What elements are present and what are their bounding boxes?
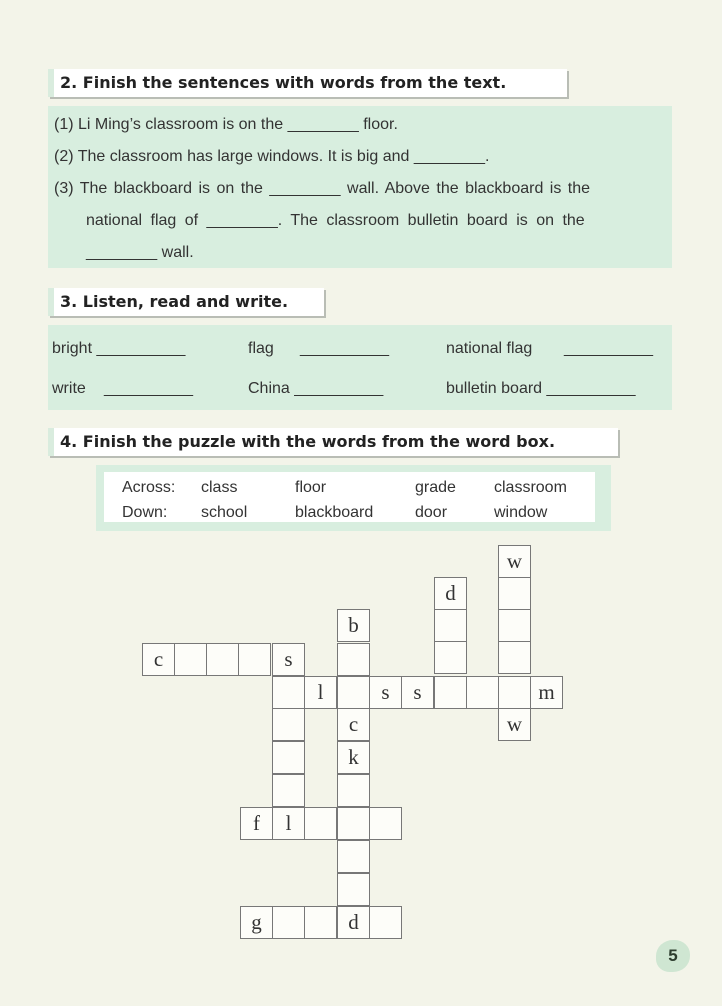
crossword-cell[interactable] — [304, 807, 337, 840]
section-4-heading: 4. Finish the puzzle with the words from the word box. — [48, 428, 618, 456]
crossword-cell[interactable] — [498, 641, 531, 674]
crossword-cell[interactable]: d — [434, 577, 467, 610]
crossword-cell[interactable] — [498, 609, 531, 642]
across-word-4: classroom — [494, 479, 567, 496]
vocab-national-flag: national flag — [446, 340, 533, 357]
down-word-4: window — [494, 504, 548, 521]
vocab-write-blank: __________ — [104, 380, 193, 397]
crossword-cell[interactable] — [498, 577, 531, 610]
across-label: Across: — [122, 479, 176, 496]
section-2-heading: 2. Finish the sentences with words from the text. — [48, 69, 567, 97]
down-label: Down: — [122, 504, 168, 521]
crossword-cell[interactable]: m — [530, 676, 563, 709]
vocab-bright: bright __________ — [52, 340, 186, 357]
sentence-3-part-2: national flag of ________. The classroom bulletin board is on the — [86, 212, 585, 229]
crossword-cell[interactable] — [272, 708, 305, 741]
crossword-cell[interactable]: c — [142, 643, 175, 676]
crossword-cell[interactable] — [337, 774, 370, 807]
vocab-flag: flag — [248, 340, 274, 357]
crossword-cell[interactable]: s — [401, 676, 434, 709]
sentence-3-part-1: (3) The blackboard is on the ________ wall. Above the blackboard is the — [54, 180, 591, 197]
crossword-cell[interactable]: w — [498, 545, 531, 578]
crossword-cell[interactable] — [272, 774, 305, 807]
down-word-1: school — [201, 504, 248, 521]
crossword-cell[interactable] — [272, 676, 305, 709]
crossword-cell[interactable]: s — [369, 676, 402, 709]
vocab-flag-blank: __________ — [300, 340, 389, 357]
crossword-cell[interactable] — [369, 807, 402, 840]
crossword-cell[interactable] — [272, 741, 305, 774]
crossword-cell[interactable] — [434, 676, 467, 709]
crossword-cell[interactable] — [337, 643, 370, 676]
crossword-cell[interactable] — [434, 641, 467, 674]
crossword-cell[interactable] — [337, 873, 370, 906]
crossword-cell[interactable]: k — [337, 741, 370, 774]
down-word-2: blackboard — [295, 504, 374, 521]
sentence-3-part-3: ________ wall. — [86, 244, 194, 261]
crossword-cell[interactable]: d — [337, 906, 370, 939]
crossword-cell[interactable] — [369, 906, 402, 939]
crossword-cell[interactable] — [337, 807, 370, 840]
crossword-cell[interactable]: b — [337, 609, 370, 642]
crossword-cell[interactable] — [466, 676, 499, 709]
vocab-bulletin-board: bulletin board __________ — [446, 380, 636, 397]
crossword-cell[interactable]: l — [272, 807, 305, 840]
vocab-write: write — [52, 380, 86, 397]
crossword-cell[interactable] — [434, 609, 467, 642]
crossword-cell[interactable]: l — [304, 676, 337, 709]
crossword-cell[interactable]: g — [240, 906, 273, 939]
page-number: 5 — [656, 940, 690, 972]
crossword-cell[interactable]: s — [272, 643, 305, 676]
crossword-cell[interactable] — [206, 643, 239, 676]
crossword-cell[interactable] — [337, 840, 370, 873]
crossword-cell[interactable]: f — [240, 807, 273, 840]
sentence-2: (2) The classroom has large windows. It is big and ________. — [54, 148, 490, 165]
vocab-national-flag-blank: __________ — [564, 340, 653, 357]
crossword-cell[interactable]: c — [337, 708, 370, 741]
crossword-cell[interactable] — [238, 643, 271, 676]
crossword-cell[interactable] — [304, 906, 337, 939]
crossword-cell[interactable] — [272, 906, 305, 939]
section-3-heading: 3. Listen, read and write. — [48, 288, 324, 316]
across-word-2: floor — [295, 479, 327, 496]
across-word-1: class — [201, 479, 238, 496]
crossword-cell[interactable] — [498, 676, 531, 709]
crossword-cell[interactable]: w — [498, 708, 531, 741]
across-word-3: grade — [415, 479, 456, 496]
down-word-3: door — [415, 504, 448, 521]
sentence-1: (1) Li Ming’s classroom is on the ________ floor. — [54, 116, 398, 133]
vocab-china: China __________ — [248, 380, 384, 397]
crossword-cell[interactable] — [174, 643, 207, 676]
crossword-cell[interactable] — [337, 676, 370, 709]
